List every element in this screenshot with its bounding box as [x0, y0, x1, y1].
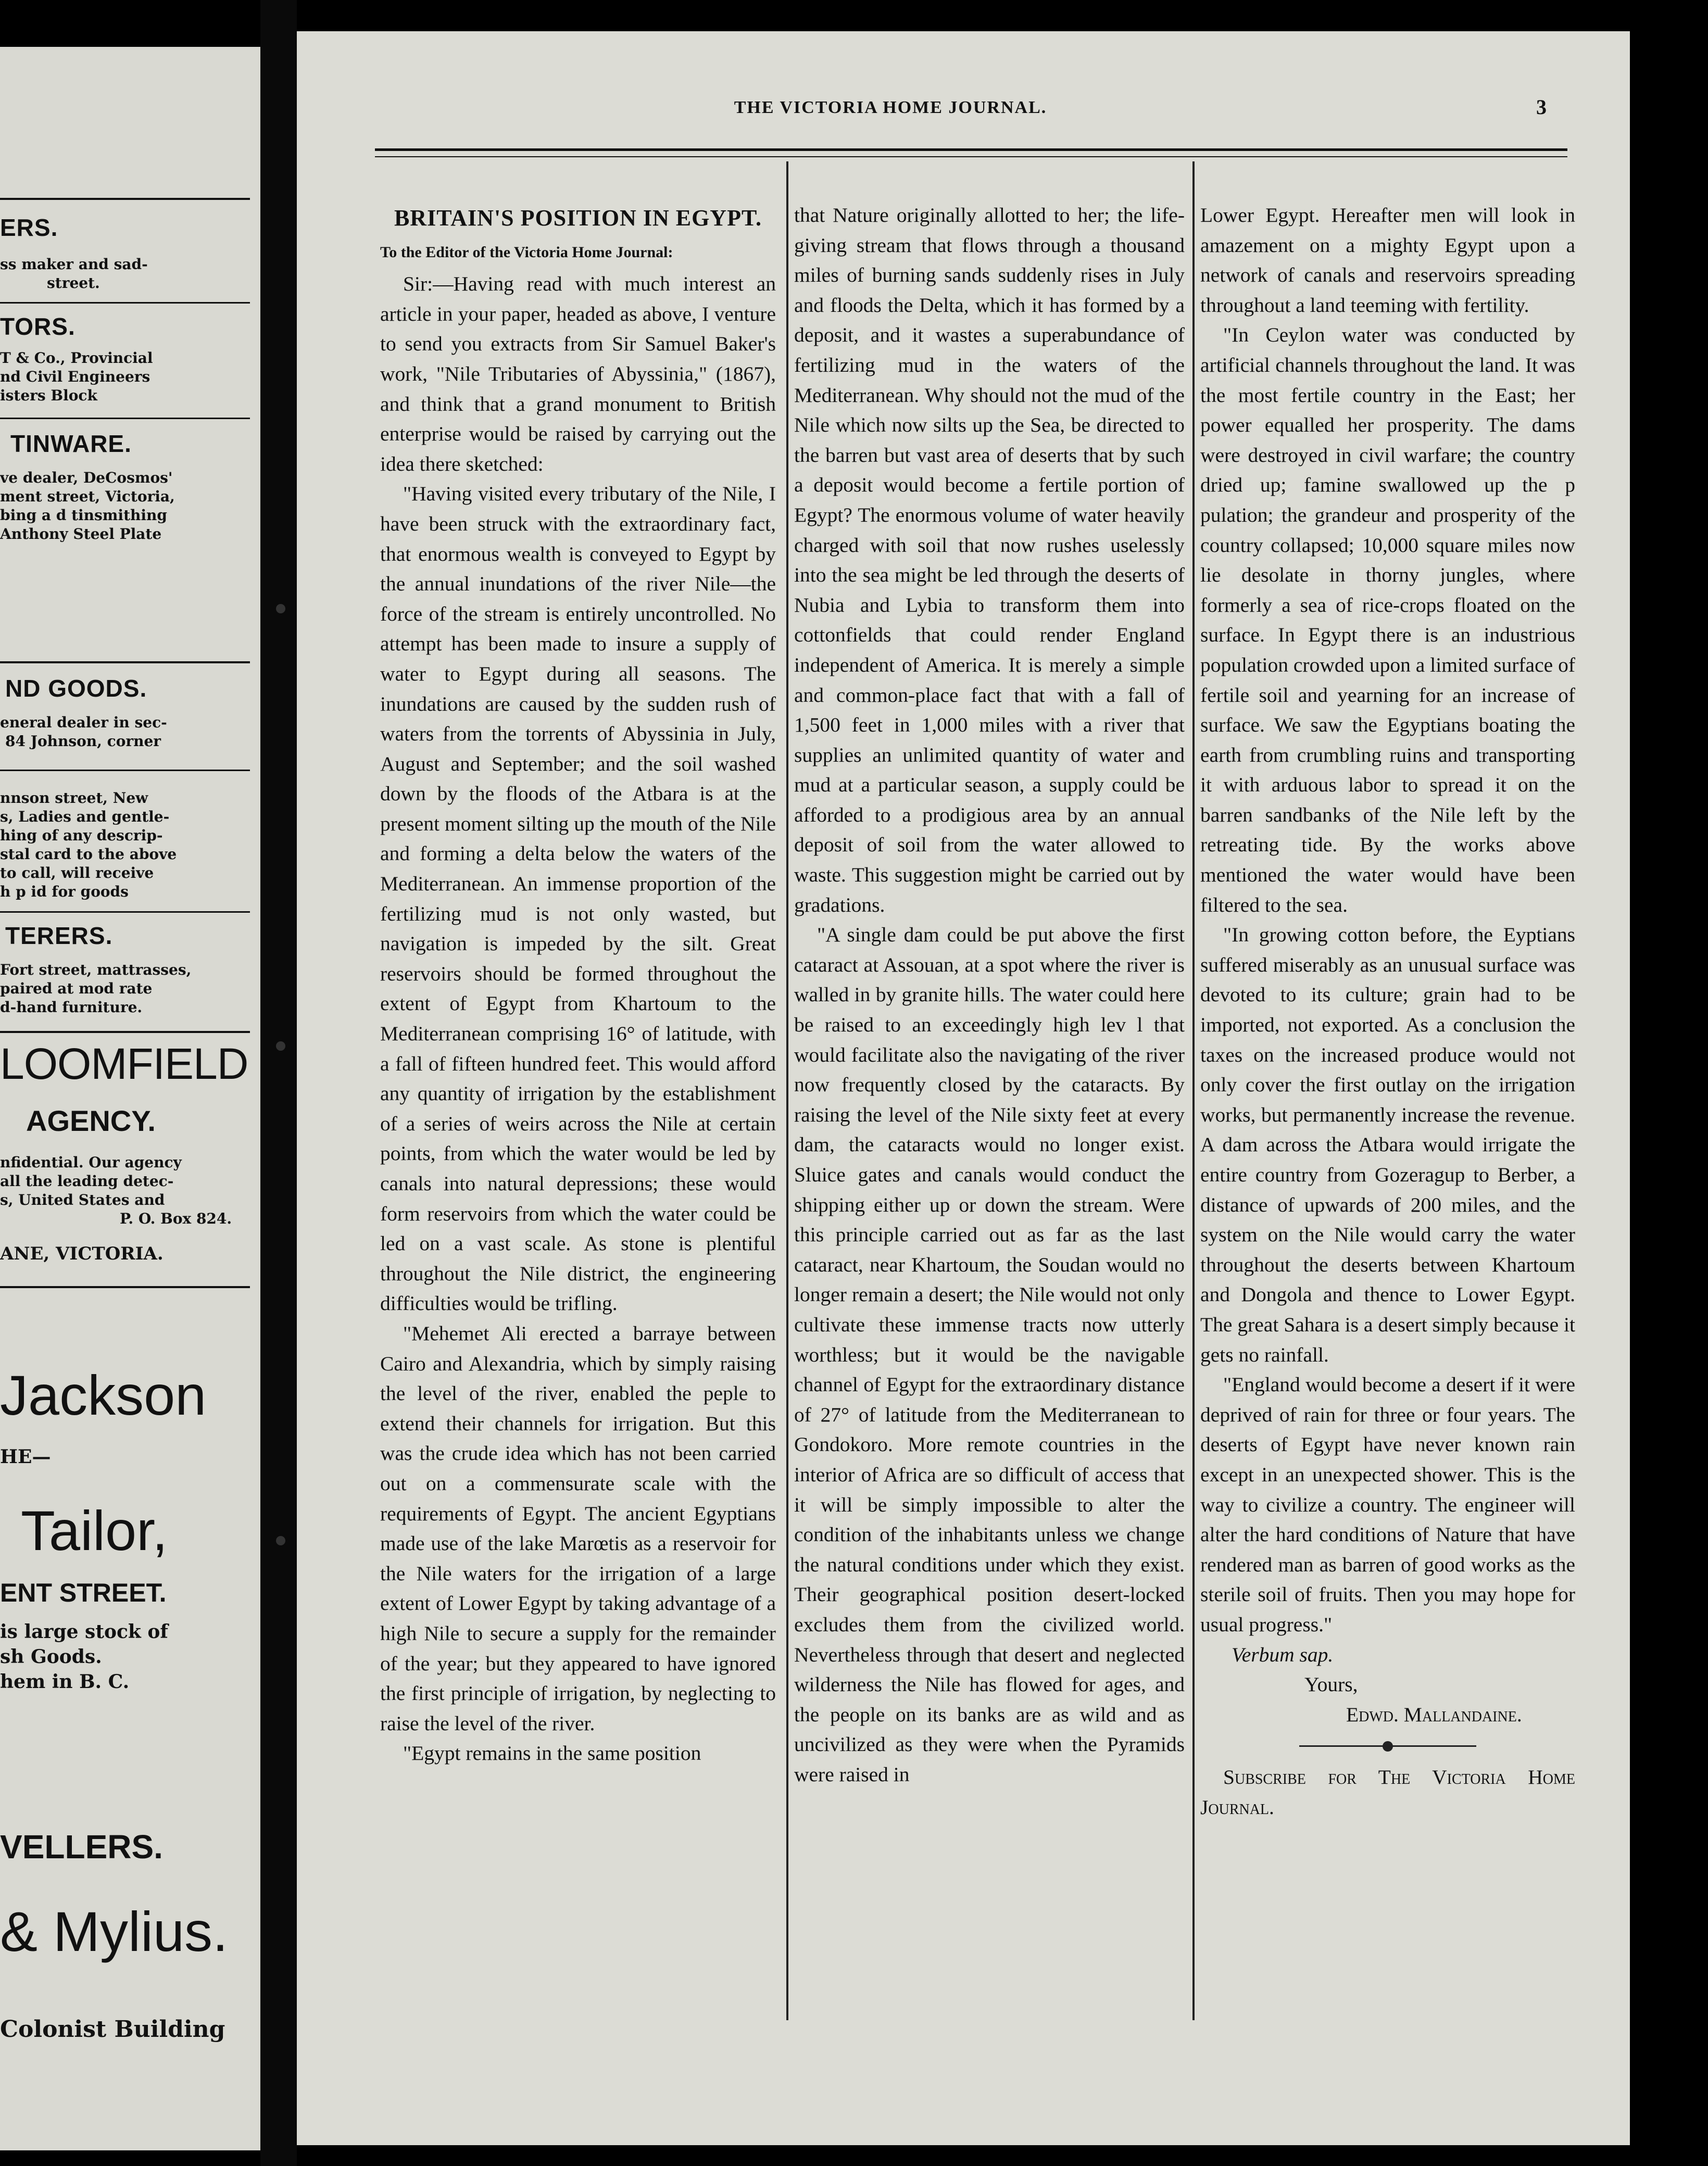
binding-pin [276, 1536, 285, 1545]
binding-pin [276, 1041, 285, 1051]
ad-divider [0, 1031, 250, 1033]
ad-line: stal card to the above [0, 846, 177, 863]
right-page [297, 31, 1630, 2145]
scan-edge [1630, 0, 1708, 2166]
jackson-street: ENT STREET. [0, 1578, 167, 1607]
article-paragraph: "A single dam could be put above the first cataract at Assouan, at a spot where the river is walled in by granite hills. The water could here be raised to an exceedingly high lev l that would facilitate also the navigating of the river now frequently closed by the cataracts. By raising the level of the Nile sixty feet at every dam, the cataracts would no longer exist. Sluice gates and canals would conduct the shipping either up or down the stream. Were this principle carried out as far as the last cataract, near Khartoum, the Soudan would no longer remain a desert; the Nile would not only cultivate these immense tracts now utterly worthless; but it would be the navigable channel of Egypt for the extraordinary distance of 27° of latitude from the Mediterranean to Gondokoro. More remote countries in the interior of Africa are so difficult of access that it will be simply impossible to alter the condition of the inhabitants unless we change the natural conditions under which they exist. Their geographical position desert-locked excludes them from the civilized world. Nevertheless through that desert and neglected wilderness the Nile has flowed for ages, and the people on its banks are as wild and as uncivilized as they were when the Pyramids were raised in [794, 923, 1185, 1786]
binding-pin [276, 604, 285, 613]
article-paragraph: "Egypt remains in the same position [403, 1742, 701, 1765]
ad-divider [0, 661, 250, 663]
jackson-sub: HE— [0, 1446, 51, 1468]
ad-line: T & Co., Provincial [0, 349, 153, 367]
ad-divider [0, 302, 250, 304]
bloomfield-agency: AGENCY. [26, 1104, 156, 1137]
article-column-2 [794, 200, 1185, 1790]
ad-line: h p id for goods [0, 883, 129, 900]
to-editor-line: To the Editor of the Victoria Home Journal: [380, 243, 673, 261]
jackson-name: Jackson [0, 1364, 207, 1427]
page-gutter [260, 0, 297, 2166]
article-headline: BRITAIN'S POSITION IN EGYPT. [394, 205, 762, 231]
ad-line: 84 Johnson, corner [5, 733, 161, 750]
ad-line: to call, will receive [0, 864, 154, 881]
ad-line: s, Ladies and gentle- [0, 808, 170, 825]
ad-heading: TORS. [0, 313, 76, 340]
page-number: 3 [1536, 95, 1547, 119]
bloomfield-address: ANE, VICTORIA. [0, 1243, 164, 1264]
ad-line: P. O. Box 824. [120, 1210, 232, 1227]
signature: Edwd. Mallandaine. [1346, 1703, 1522, 1726]
article-column-1 [380, 203, 776, 1769]
masthead: THE VICTORIA HOME JOURNAL. [734, 98, 1047, 117]
bloomfield-name: LOOMFIELD [0, 1039, 248, 1088]
jewellers-footer: Colonist Building [0, 2016, 225, 2043]
ad-line: Fort street, mattrasses, [0, 961, 192, 978]
ad-heading: TERERS. [5, 922, 113, 949]
ad-heading: ERS. [0, 214, 58, 241]
ad-line: isters Block [0, 387, 97, 404]
column-rule [1192, 161, 1195, 2020]
ad-heading: TINWARE. [10, 430, 132, 457]
article-paragraph: that Nature originally allotted to her; the life-giving stream that flows through a thousand miles of burning sands suddenly rises in July and floods the Delta, which it has formed by a deposit, and it wastes a superabundance of fertilizing mud in the waters of the Mediterranean. Why should not the mud of the Nile which now silts up the Sea, be directed to the barren but vast area of deserts that by such a deposit would become a fertile portion of Egypt? The enormous volume of water heavily charged with soil that now rushes uselessly into the sea might be led through the deserts of Nubia and Lybia to transform them into cottonfields that could render England independent of America. It is merely a simple and common-place fact that with a fall of 1,500 feet in 1,000 miles with a river that supplies an unlimited quantity of water and mud at a particular season, a supply could be afforded to a prodigious area by an annual deposit of soil from the water allowed to waste. This suggestion might be carried out by gradations. [794, 204, 1185, 916]
article-paragraph: Lower Egypt. Hereafter men will look in amazement on a mighty Egypt upon a network of canals and reservoirs spreading throughout a land teeming with fertility. [1200, 204, 1575, 317]
ad-line: is large stock of [0, 1621, 168, 1643]
jewellers-heading: VELLERS. [0, 1828, 163, 1866]
ad-line: ss maker and sad- [0, 256, 148, 273]
ad-divider [0, 198, 250, 200]
ad-line: all the leading detec- [0, 1173, 174, 1190]
ad-line: s, United States and [0, 1191, 165, 1208]
ad-line: ve dealer, DeCosmos' [0, 469, 173, 486]
ad-divider [0, 1286, 250, 1288]
ad-line: nd Civil Engineers [0, 368, 150, 385]
ad-line: paired at mod rate [0, 980, 153, 997]
masthead-rule [375, 148, 1567, 151]
subscribe-notice: Subscribe for The Victoria Home Journal. [1200, 1766, 1575, 1819]
closing-yours: Yours, [1304, 1673, 1358, 1696]
article-column-3 [1200, 200, 1575, 1822]
article-paragraph: "Having visited every tributary of the Nile, I have been struck with the extraordinary fact, that enormous wealth is conveyed to Egypt by the annual inundations of the river Nile—the force of the stream is entirely uncontrolled. No attempt has been made to insure a supply of water to Egypt during all seasons. The inundations are caused by the sudden rush of waters from the torrents of Abyssinia in July, August and September; and the soil washed down by the floods of the Atbara is at the present moment silting up the mouth of the Nile and forming a delta below the waters of the Mediterranean. An immense proportion of the fertilizing mud is not only wasted, but navigation is impeded by the silt. Great reservoirs should be formed throughout the extent of Egypt from Khartoum to the Mediterranean comprising 16° of latitude, with a fall of fifteen hundred feet. This would afford any quantity of irrigation by the establishment of a series of weirs across the Nile at certain points, from which the water would be led by canals into natural depressions; these would form reservoirs from which the water could be led on a vast scale. As stone is plentiful throughout the Nile district, the engineering difficulties would be trifling. [380, 482, 776, 1315]
ad-line: d-hand furniture. [0, 999, 143, 1016]
article-paragraph: "In growing cotton before, the Eyptians suffered miserably as an unusual surface was devoted to its culture; grain had to be imported, not exported. As a conclusion the taxes on the increased produce would not only cover the first outlay on the irrigation works, but permanently increase the revenue. A dam across the Atbara would irrigate the entire country from Gozeragup to Berber, a distance of upwards of 200 miles, and the system on the Nile would carry the water throughout the deserts between Khartoum and Dongola and thence to Lower Egypt. The great Sahara is a desert simply because it gets no rainfall. [1200, 923, 1575, 1366]
closing-latin: Verbum sap. [1232, 1643, 1334, 1666]
ad-line: nfidential. Our agency [0, 1154, 182, 1171]
ad-divider [0, 911, 250, 913]
ad-divider [0, 418, 250, 419]
ad-line: Anthony Steel Plate [0, 525, 162, 543]
ad-line: street. [47, 274, 100, 292]
left-page-fragment [0, 47, 260, 2150]
ad-line: sh Goods. [0, 1646, 102, 1668]
ad-line: nnson street, New [0, 789, 148, 807]
ad-divider [0, 770, 250, 771]
ad-line: ment street, Victoria, [0, 488, 175, 505]
ad-line: bing a d tinsmithing [0, 507, 167, 524]
closing-block [1200, 1640, 1575, 1730]
ornamental-rule [1299, 1745, 1476, 1747]
ad-line: hing of any descrip- [0, 827, 163, 844]
ad-line: hem in B. C. [0, 1671, 130, 1693]
column-rule [786, 161, 788, 2020]
ad-line: eneral dealer in sec- [0, 714, 167, 731]
jewellers-name: & Mylius. [0, 1900, 229, 1963]
ad-heading: ND GOODS. [5, 675, 147, 702]
article-paragraph: "Mehemet Ali erected a barraye between Cairo and Alexandria, which by simply raising the level of the river, enabled the peple to extend their channels for irrigation. But this was the crude idea which has not been carried out on a commensurate scale with the requirements of Egypt. The ancient Egyptians made use of the lake Marœtis as a reservoir for the Nile waters for the irrigation of a large extent of Lower Egypt by taking advantage of a high Nile to secure a supply for the remainder of the year; but they appeared to have ignored the first principle of irrigation, by neglecting to raise the level of the river. [380, 1321, 776, 1735]
article-paragraph: "England would become a desert if it were deprived of rain for three or four years. The deserts of Egypt have never known rain except in an unexpected shower. This is the way to civilize a country. The engineer will alter the hard conditions of Nature that have rendered man as barren of good works as the sterile soil of fruits. Then you may hope for usual progress." [1200, 1373, 1575, 1636]
article-paragraph: "In Ceylon water was conducted by artificial channels throughout the land. It was the most fertile country in the East; her power equalled her prosperity. The dams were destroyed in civil warfare; the country dried up; famine swallowed up the p pulation; the grandeur and prosperity of the country collapsed; 10,000 square miles now lie desolate in thorny jungles, where formerly a sea of rice-crops floated on the surface. In Egypt there is an industrious population crowded upon a limited surface of fertile soil and yearning for an increase of surface. We saw the Egyptians boating the earth from crumbling ruins and transporting it with arduous labor to spread it on the barren sandbanks of the Nile left by the retreating tide. By the works above mentioned the water would have been filtered to the sea. [1200, 323, 1575, 916]
article-paragraph: Sir:—Having read with much interest an article in your paper, headed as above, I venture to send you extracts from Sir Samuel Baker's work, "Nile Tributaries of Abyssinia," (1867), and think that a grand monument to British enterprise would be raised by carrying out the idea there sketched: [380, 272, 776, 475]
masthead-rule [375, 156, 1567, 157]
jackson-tailor: Tailor, [21, 1499, 168, 1562]
